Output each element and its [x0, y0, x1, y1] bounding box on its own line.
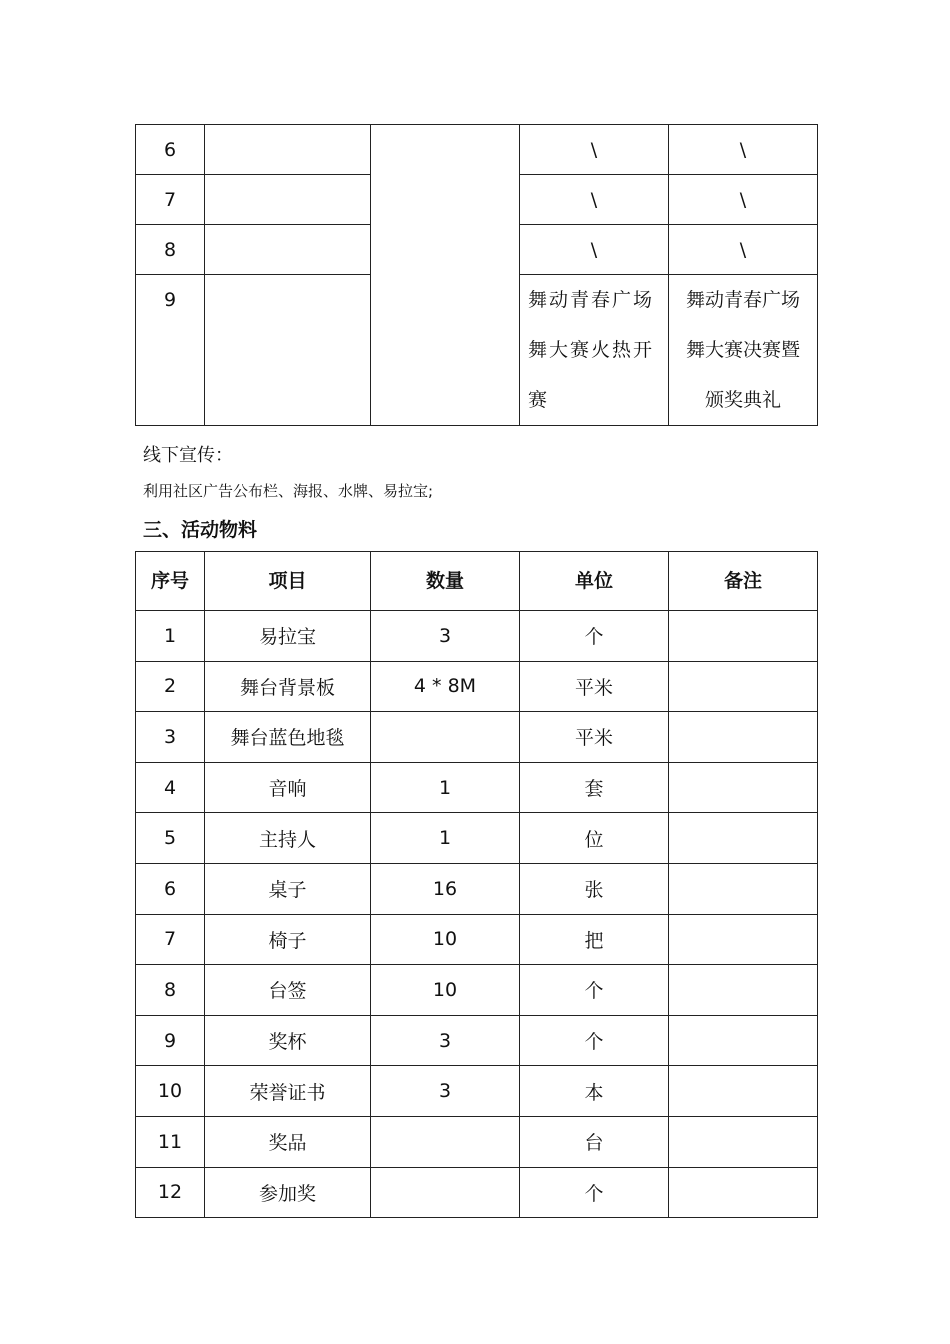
- schedule-table-continued: [135, 124, 818, 426]
- remark: [669, 813, 818, 864]
- remark: [669, 611, 818, 662]
- remark: [669, 762, 818, 813]
- column-header: 项目: [205, 552, 371, 611]
- table-row: [136, 661, 818, 712]
- stage-cell: \: [669, 125, 818, 175]
- unit: 本: [520, 1066, 669, 1117]
- row-number: 6: [136, 125, 205, 175]
- empty-cell: [205, 275, 371, 426]
- merged-empty-cell: [371, 125, 520, 426]
- table-row: [136, 125, 818, 175]
- table-row: [136, 863, 818, 914]
- row-number: 1: [136, 611, 205, 662]
- quantity: 16: [371, 863, 520, 914]
- cell-line: 赛: [528, 389, 548, 411]
- materials-table: [135, 551, 818, 1218]
- event-kickoff-cell: [520, 275, 669, 426]
- stage-cell: \: [520, 175, 669, 225]
- section-title: 三、活动物料: [143, 519, 258, 541]
- quantity: 1: [371, 813, 520, 864]
- quantity: [371, 712, 520, 763]
- quantity: [371, 1167, 520, 1218]
- table-row: [136, 914, 818, 965]
- row-number: 8: [136, 225, 205, 275]
- item-name: 奖品: [205, 1116, 371, 1167]
- quantity: 4 * 8M: [371, 661, 520, 712]
- row-number: 3: [136, 712, 205, 763]
- remark: [669, 965, 818, 1016]
- empty-cell: [205, 225, 371, 275]
- table-row: [136, 1015, 818, 1066]
- column-header: 备注: [669, 552, 818, 611]
- table-row: [136, 1116, 818, 1167]
- unit: 个: [520, 1015, 669, 1066]
- empty-cell: [205, 175, 371, 225]
- item-name: 奖杯: [205, 1015, 371, 1066]
- remark: [669, 863, 818, 914]
- table-row: [136, 813, 818, 864]
- empty-cell: [205, 125, 371, 175]
- quantity: [371, 1116, 520, 1167]
- unit: 张: [520, 863, 669, 914]
- table-row: [136, 712, 818, 763]
- item-name: 台签: [205, 965, 371, 1016]
- row-number: 2: [136, 661, 205, 712]
- item-name: 舞台背景板: [205, 661, 371, 712]
- quantity: 3: [371, 611, 520, 662]
- item-name: 桌子: [205, 863, 371, 914]
- unit: 台: [520, 1116, 669, 1167]
- item-name: 舞台蓝色地毯: [205, 712, 371, 763]
- remark: [669, 661, 818, 712]
- cell-line: 舞动青春广场: [685, 289, 800, 311]
- quantity: 3: [371, 1066, 520, 1117]
- column-header: 单位: [520, 552, 669, 611]
- unit: 位: [520, 813, 669, 864]
- row-number: 7: [136, 175, 205, 225]
- unit: 平米: [520, 712, 669, 763]
- cell-line: 舞大赛决赛暨: [685, 339, 800, 361]
- stage-cell: \: [520, 225, 669, 275]
- row-number: 8: [136, 965, 205, 1016]
- offline-promotion-label: 线下宣传：: [143, 445, 233, 466]
- row-number: 9: [136, 1015, 205, 1066]
- item-name: 易拉宝: [205, 611, 371, 662]
- row-number: 11: [136, 1116, 205, 1167]
- cell-line: 舞动青春广场: [528, 289, 655, 311]
- quantity: 10: [371, 965, 520, 1016]
- row-number: 10: [136, 1066, 205, 1117]
- cell-line: 颁奖典礼: [704, 389, 781, 411]
- row-number: 12: [136, 1167, 205, 1218]
- row-number: 5: [136, 813, 205, 864]
- item-name: 主持人: [205, 813, 371, 864]
- promotion-methods-text: 利用社区广告公布栏、海报、水牌、易拉宝;: [143, 482, 434, 500]
- remark: [669, 914, 818, 965]
- cell-line: 舞大赛火热开: [528, 339, 655, 361]
- item-name: 音响: [205, 762, 371, 813]
- quantity: 1: [371, 762, 520, 813]
- stage-cell: \: [669, 175, 818, 225]
- table-row: [136, 965, 818, 1016]
- table-header-row: [136, 552, 818, 611]
- table-row: [136, 1066, 818, 1117]
- remark: [669, 712, 818, 763]
- unit: 套: [520, 762, 669, 813]
- item-name: 荣誉证书: [205, 1066, 371, 1117]
- row-number: 7: [136, 914, 205, 965]
- quantity: 3: [371, 1015, 520, 1066]
- unit: 把: [520, 914, 669, 965]
- quantity: 10: [371, 914, 520, 965]
- table-row: [136, 762, 818, 813]
- item-name: 椅子: [205, 914, 371, 965]
- column-header: 数量: [371, 552, 520, 611]
- remark: [669, 1066, 818, 1117]
- event-final-cell: [669, 275, 818, 426]
- row-number: 4: [136, 762, 205, 813]
- remark: [669, 1116, 818, 1167]
- remark: [669, 1167, 818, 1218]
- item-name: 参加奖: [205, 1167, 371, 1218]
- column-header: 序号: [136, 552, 205, 611]
- unit: 个: [520, 965, 669, 1016]
- stage-cell: \: [669, 225, 818, 275]
- table-row: [136, 1167, 818, 1218]
- unit: 个: [520, 1167, 669, 1218]
- unit: 平米: [520, 661, 669, 712]
- unit: 个: [520, 611, 669, 662]
- row-number: 6: [136, 863, 205, 914]
- remark: [669, 1015, 818, 1066]
- stage-cell: \: [520, 125, 669, 175]
- table-row: [136, 611, 818, 662]
- row-number: 9: [136, 275, 205, 426]
